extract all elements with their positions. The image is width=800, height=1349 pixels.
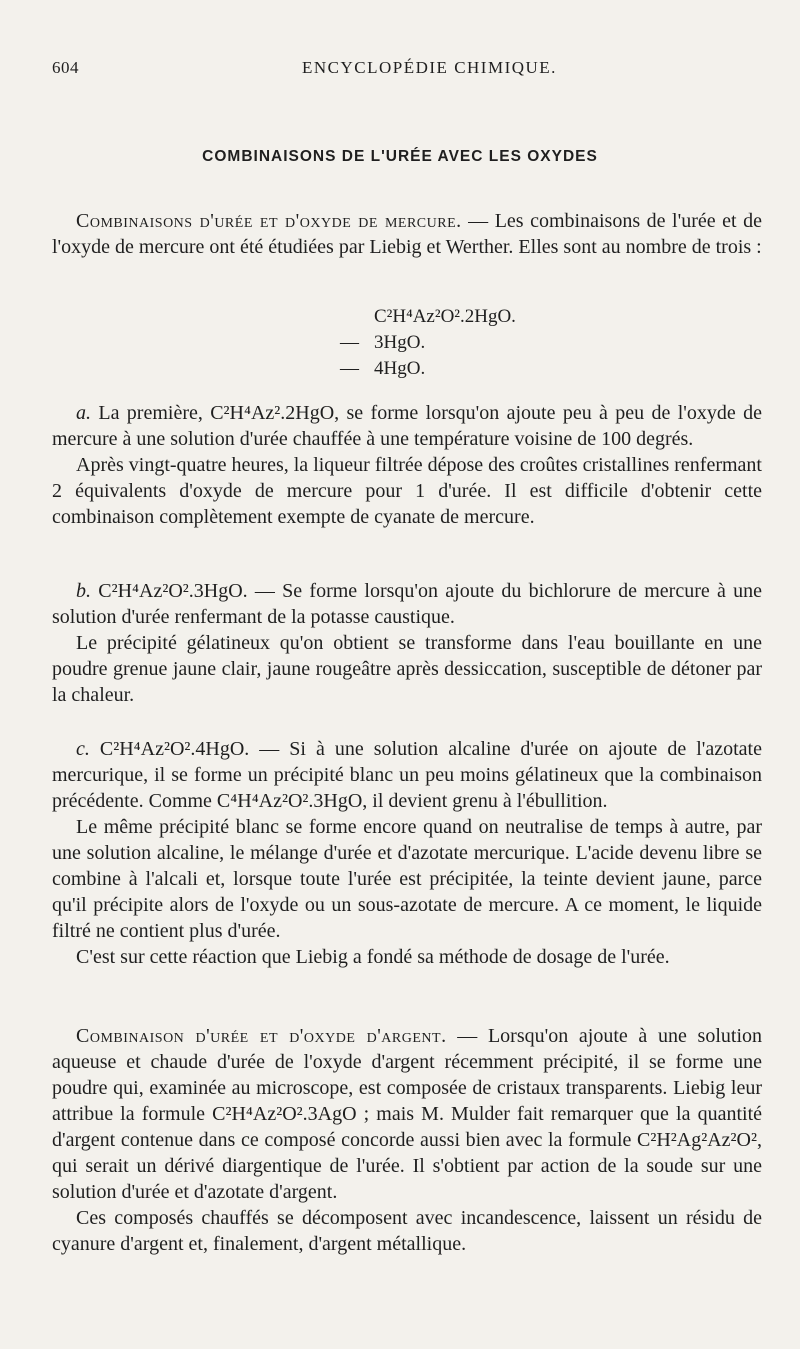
label-b: b. [76, 580, 91, 602]
paragraph-argent [52, 1023, 762, 1257]
paragraph-c-first [52, 736, 762, 814]
heading-argent: Combinaison d'urée et d'oxyde d'argent. [76, 1025, 447, 1047]
paragraph-a [52, 400, 762, 530]
formula-lead: — [340, 358, 359, 379]
formula-lead: — [340, 332, 359, 353]
paragraph-a-first [52, 400, 762, 452]
label-a: a. [76, 402, 91, 424]
paragraph-mercure-body: — Les combinaisons de l'urée et de l'oxyde de mercure ont été étudiées par Liebig et Werther. Elles sont au nombre de trois : [52, 210, 762, 258]
paragraph-c [52, 736, 762, 970]
paragraph-b [52, 578, 762, 708]
paragraph-mercure [52, 208, 762, 260]
paragraph-a-second: Après vingt-quatre heures, la liqueur filtrée dépose des croûtes cristallines renfermant 2 équivalents d'oxyde de mercure pour 1 d'urée. Il est difficile d'obtenir cette combinaison complètement exempte de cyanate de mercure. [52, 454, 762, 528]
running-head [52, 58, 760, 82]
paragraph-argent-first [52, 1023, 762, 1205]
formula-line [340, 356, 516, 382]
formula-compound: C²H⁴Az²O².2HgO. [374, 306, 516, 327]
paragraph-c-text1: C²H⁴Az²O².4HgO. — Si à une solution alcaline d'urée on ajoute de l'azotate mercurique, il se forme un précipité blanc un peu moins gélatineux que la combinaison précédente. Comme C⁴H⁴Az²O².3HgO, il devient grenu à l'ébullition. [52, 738, 762, 812]
paragraph-c-third: C'est sur cette réaction que Liebig a fondé sa méthode de dosage de l'urée. [76, 946, 670, 968]
paragraph-c-second: Le même précipité blanc se forme encore quand on neutralise de temps à autre, par une solution alcaline, le mélange d'urée et d'azotate mercurique. L'acide devenu libre se combine à l'alcali et, lorsque toute l'urée est précipitée, la teinte devient jaune, parce qu'il précipite alors de l'oxyde ou un sous-azotate de mercure. A ce moment, le liquide filtré ne contient plus d'urée. [52, 816, 762, 942]
label-c: c. [76, 738, 90, 760]
paragraph-b-second: Le précipité gélatineux qu'on obtient se transforme dans l'eau bouillante en une poudre grenue jaune clair, jaune rougeâtre après dessiccation, susceptible de détoner par la chaleur. [52, 632, 762, 706]
paragraph-argent-text1: — Lorsqu'on ajoute à une solution aqueuse et chaude d'urée de l'oxyde d'argent récemment précipité, il se forme une poudre qui, examinée au microscope, est composée de cristaux transparents. Liebig leur attribue la formule C²H⁴Az²O².3AgO ; mais M. Mulder fait remarquer que la quantité d'argent contenue dans ce composé concorde aussi bien avec la formule C²H²Ag²Az²O², qui serait un dérivé diargentique de l'urée. Il s'obtient par action de la soude sur une solution d'urée et d'azotate d'argent. [52, 1025, 762, 1203]
paragraph-argent-second: Ces composés chauffés se décomposent avec incandescence, laissent un résidu de cyanure d'argent et, finalement, d'argent métallique. [52, 1207, 762, 1255]
running-title: ENCYCLOPÉDIE CHIMIQUE. [302, 58, 557, 77]
paragraph-mercure-text [52, 208, 762, 260]
paragraph-a-text1: La première, C²H⁴Az².2HgO, se forme lorsqu'on ajoute peu à peu de l'oxyde de mercure à une solution d'urée chauffée à une température voisine de 100 degrés. [52, 402, 762, 450]
formula-compound: 3HgO. [374, 332, 426, 353]
formula-list [340, 304, 516, 382]
page-number: 604 [52, 58, 79, 77]
section-title: COMBINAISONS DE L'URÉE AVEC LES OXYDES [202, 148, 598, 165]
heading-mercure: Combinaisons d'urée et d'oxyde de mercure. [76, 210, 462, 232]
formula-line [340, 304, 516, 330]
paragraph-b-first [52, 578, 762, 630]
formula-compound: 4HgO. [374, 358, 426, 379]
formula-line [340, 330, 516, 356]
paragraph-b-text1: C²H⁴Az²O².3HgO. — Se forme lorsqu'on ajoute du bichlorure de mercure à une solution d'urée renfermant de la potasse caustique. [52, 580, 762, 628]
